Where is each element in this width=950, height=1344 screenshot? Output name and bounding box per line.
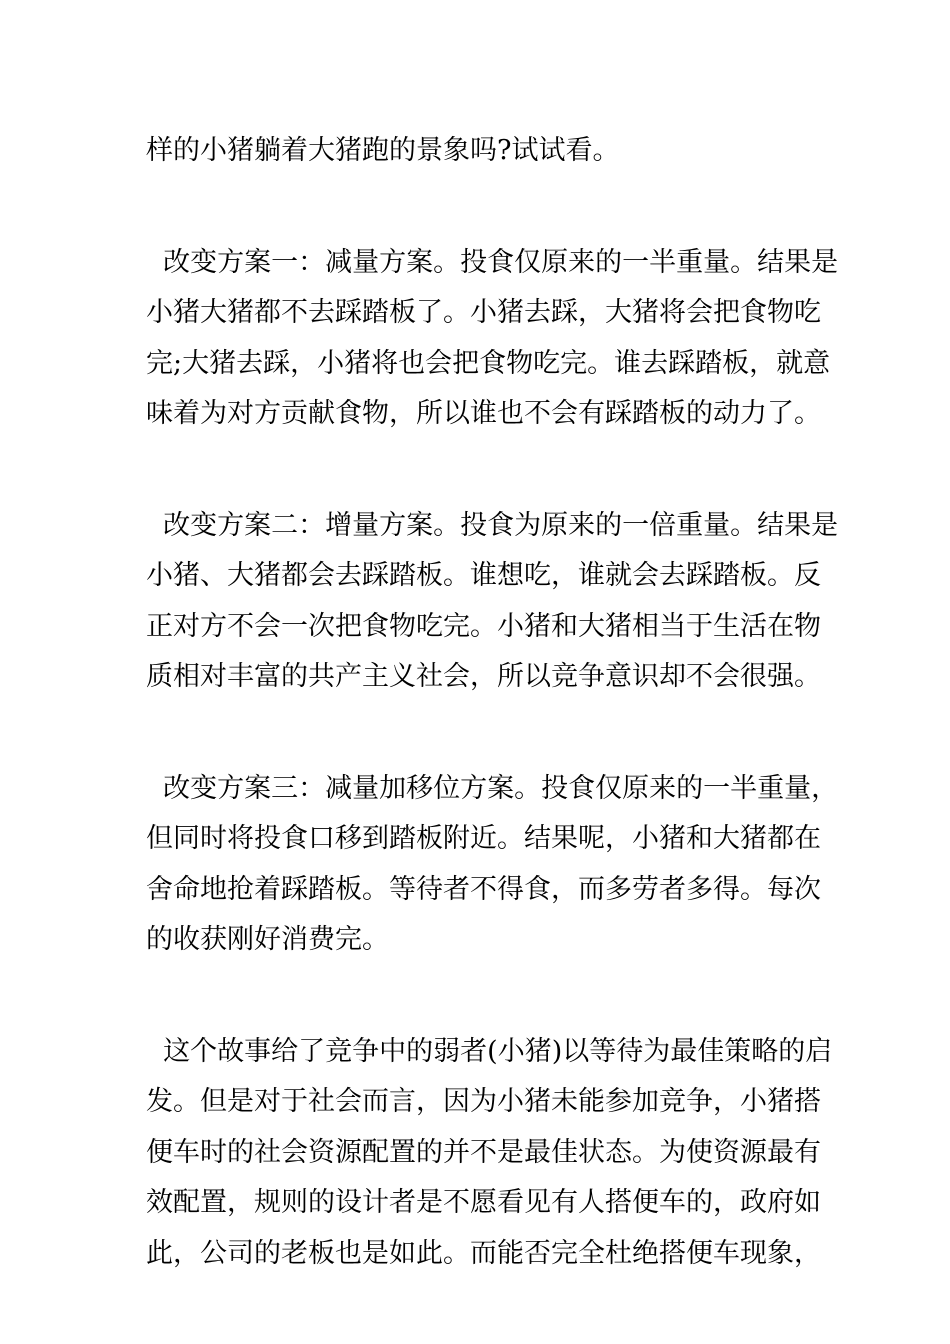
- paragraph-plan-three: [146, 764, 839, 966]
- text-line: 但同时将投食口移到踏板附近。结果呢，小猪和大猪都在: [146, 823, 821, 854]
- text-line: 改变方案三：减量加移位方案。投食仅原来的一半重量，: [146, 772, 839, 804]
- paragraph-gap: [146, 966, 808, 1027]
- text-line: 正对方不会一次把食物吃完。小猪和大猪相当于生活在物: [146, 610, 821, 642]
- text-line: 质相对丰富的共产主义社会，所以竞争意识却不会很强。: [146, 661, 821, 692]
- paragraph-plan-one: [146, 238, 839, 440]
- text-line: 便车时的社会资源配置的并不是最佳状态。为使资源最有: [146, 1136, 821, 1168]
- text-line: 味着为对方贡献食物，所以谁也不会有踩踏板的动力了。: [146, 398, 821, 429]
- text-line: 改变方案一：减量方案。投食仅原来的一半重量。结果是: [146, 246, 839, 278]
- paragraph-gap: [146, 440, 808, 501]
- text-line: 效配置，规则的设计者是不愿看见有人搭便车的，政府如: [146, 1187, 821, 1218]
- paragraph-plan-two: [146, 501, 839, 703]
- document-page: [146, 126, 839, 1279]
- text-line: 舍命地抢着踩踏板。等待者不得食，而多劳者多得。每次: [146, 873, 821, 905]
- paragraph-gap: [146, 703, 808, 764]
- paragraph-conclusion: [146, 1027, 833, 1280]
- paragraph-gap: [146, 177, 808, 238]
- text-line: 样的小猪躺着大猪跑的景象吗?试试看。: [146, 135, 620, 166]
- text-line: 此，公司的老板也是如此。而能否完全杜绝搭便车现象，: [146, 1237, 821, 1269]
- text-line: 发。但是对于社会而言，因为小猪未能参加竞争，小猪搭: [146, 1086, 821, 1117]
- text-line: 的收获刚好消费完。: [146, 924, 389, 955]
- text-line: 完;大猪去踩，小猪将也会把食物吃完。谁去踩踏板，就意: [146, 347, 831, 379]
- paragraph-intro: [146, 126, 808, 177]
- text-line: 小猪、大猪都会去踩踏板。谁想吃，谁就会去踩踏板。反: [146, 560, 821, 591]
- text-line: 改变方案二：增量方案。投食为原来的一倍重量。结果是: [146, 509, 839, 541]
- text-line: 这个故事给了竞争中的弱者(小猪)以等待为最佳策略的启: [146, 1035, 833, 1067]
- text-line: 小猪大猪都不去踩踏板了。小猪去踩，大猪将会把食物吃: [146, 297, 821, 328]
